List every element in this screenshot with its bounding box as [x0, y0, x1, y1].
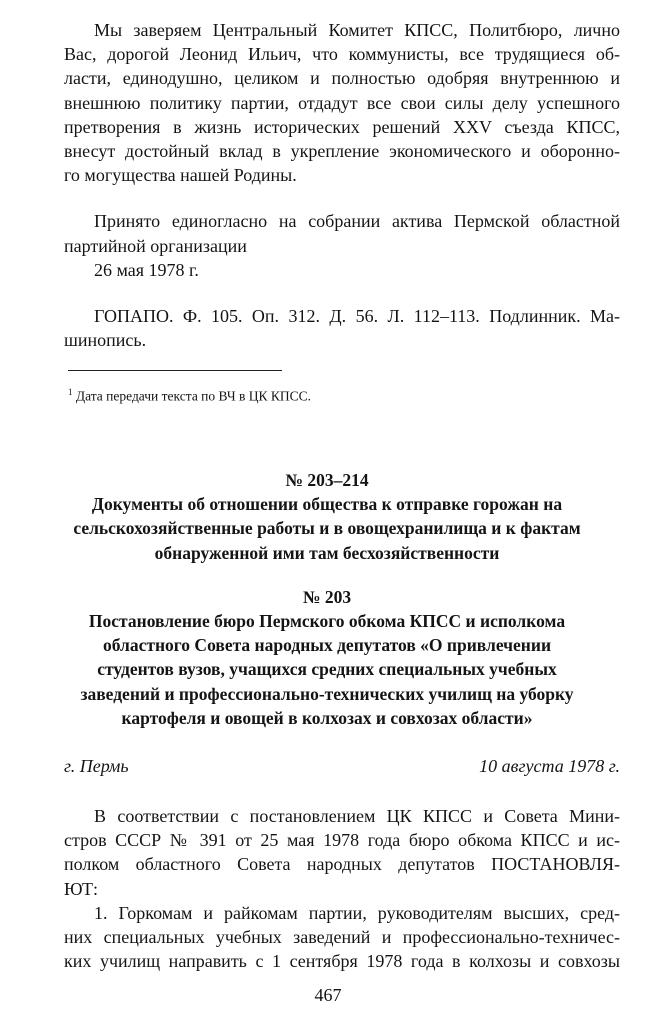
footnote-mark: 1: [68, 387, 73, 398]
body-paragraph-pledge: [34, 18, 620, 187]
text-line: ласти, единодушно, целиком и полностью одобряя внутреннюю и: [64, 68, 620, 89]
document-page: [34, 18, 620, 973]
footnote: [68, 383, 620, 406]
text-line: ГОПАПО. Ф. 105. Оп. 312. Д. 56. Л. 112–113. Подлинник. Ма-: [94, 306, 620, 327]
document-date: 10 августа 1978 г.: [479, 755, 620, 776]
text-line: 1. Горкомам и райкомам партии, руководителям высших, сред-: [94, 902, 620, 923]
section-title-line: сельскохозяйственные работы и в овощехранилища и к фактам: [73, 518, 581, 539]
text-line: ких училищ направить с 1 сентября 1978 года в колхозы и совхозы: [64, 951, 620, 972]
document-number: № 203: [302, 586, 352, 607]
archive-reference: [34, 304, 620, 352]
text-line: ЮТ:: [64, 878, 99, 899]
document-title-line: заведений и профессионально-технических училищ на уборку: [80, 683, 574, 704]
body-paragraph-adopted: [34, 209, 620, 282]
document-title-line: картофеля и овощей в колхозах и совхозах области»: [121, 707, 533, 728]
text-line: них специальных учебных заведений и профессионально-техничес-: [64, 926, 620, 947]
text-line: Мы заверяем Центральный Комитет КПСС, Политбюро, лично: [94, 20, 620, 40]
text-line: партийной организации: [64, 235, 247, 256]
place: г. Пермь: [64, 755, 129, 776]
place-date-line: [34, 754, 620, 778]
text-line: полком областного Совета народных депутатов ПОСТАНОВЛЯ-: [64, 854, 620, 875]
section-title: [34, 492, 620, 565]
text-line: Вас, дорогой Леонид Ильич, что коммунисты, все трудящиеся об-: [64, 44, 620, 65]
body-paragraph-item-1: [34, 901, 620, 974]
page-number: 467: [314, 985, 342, 1005]
document-title: [34, 609, 620, 730]
footnote-divider: [68, 370, 282, 371]
text-line: В соответствии с постановлением ЦК КПСС и Совета Мини-: [94, 805, 620, 826]
body-paragraph-resolution: [34, 804, 620, 901]
text-line: внесут достойный вклад в укрепление экономического и оборонно-: [64, 141, 620, 162]
text-line: внешнюю политику партии, отдадут все свои силы делу успешного: [64, 92, 620, 113]
document-title-line: областного Совета народных депутатов «О привлечении: [102, 635, 552, 656]
text-line: го могущества нашей Родины.: [64, 165, 297, 186]
footnote-text: Дата передачи текста по ВЧ в ЦК КПСС.: [75, 388, 312, 404]
text-line: стров СССР № 391 от 25 мая 1978 года бюро обкома КПСС и ис-: [64, 830, 620, 851]
text-line: шинопись.: [64, 330, 147, 351]
text-line: претворения в жизнь исторических решений XXV съезда КПСС,: [64, 116, 620, 137]
adoption-date: 26 мая 1978 г.: [94, 259, 199, 280]
section-number: № 203–214: [285, 469, 369, 490]
document-title-line: Постановление бюро Пермского обкома КПСС и исполкома: [88, 610, 566, 631]
document-title-line: студентов вузов, учащихся средних специальных учебных: [97, 659, 557, 680]
section-title-line: обнаруженной ими там бесхозяйственности: [154, 542, 500, 563]
section-title-line: Документы об отношении общества к отправке горожан на: [91, 494, 563, 515]
text-line: Принято единогласно на собрании актива Пермской областной: [94, 211, 620, 232]
